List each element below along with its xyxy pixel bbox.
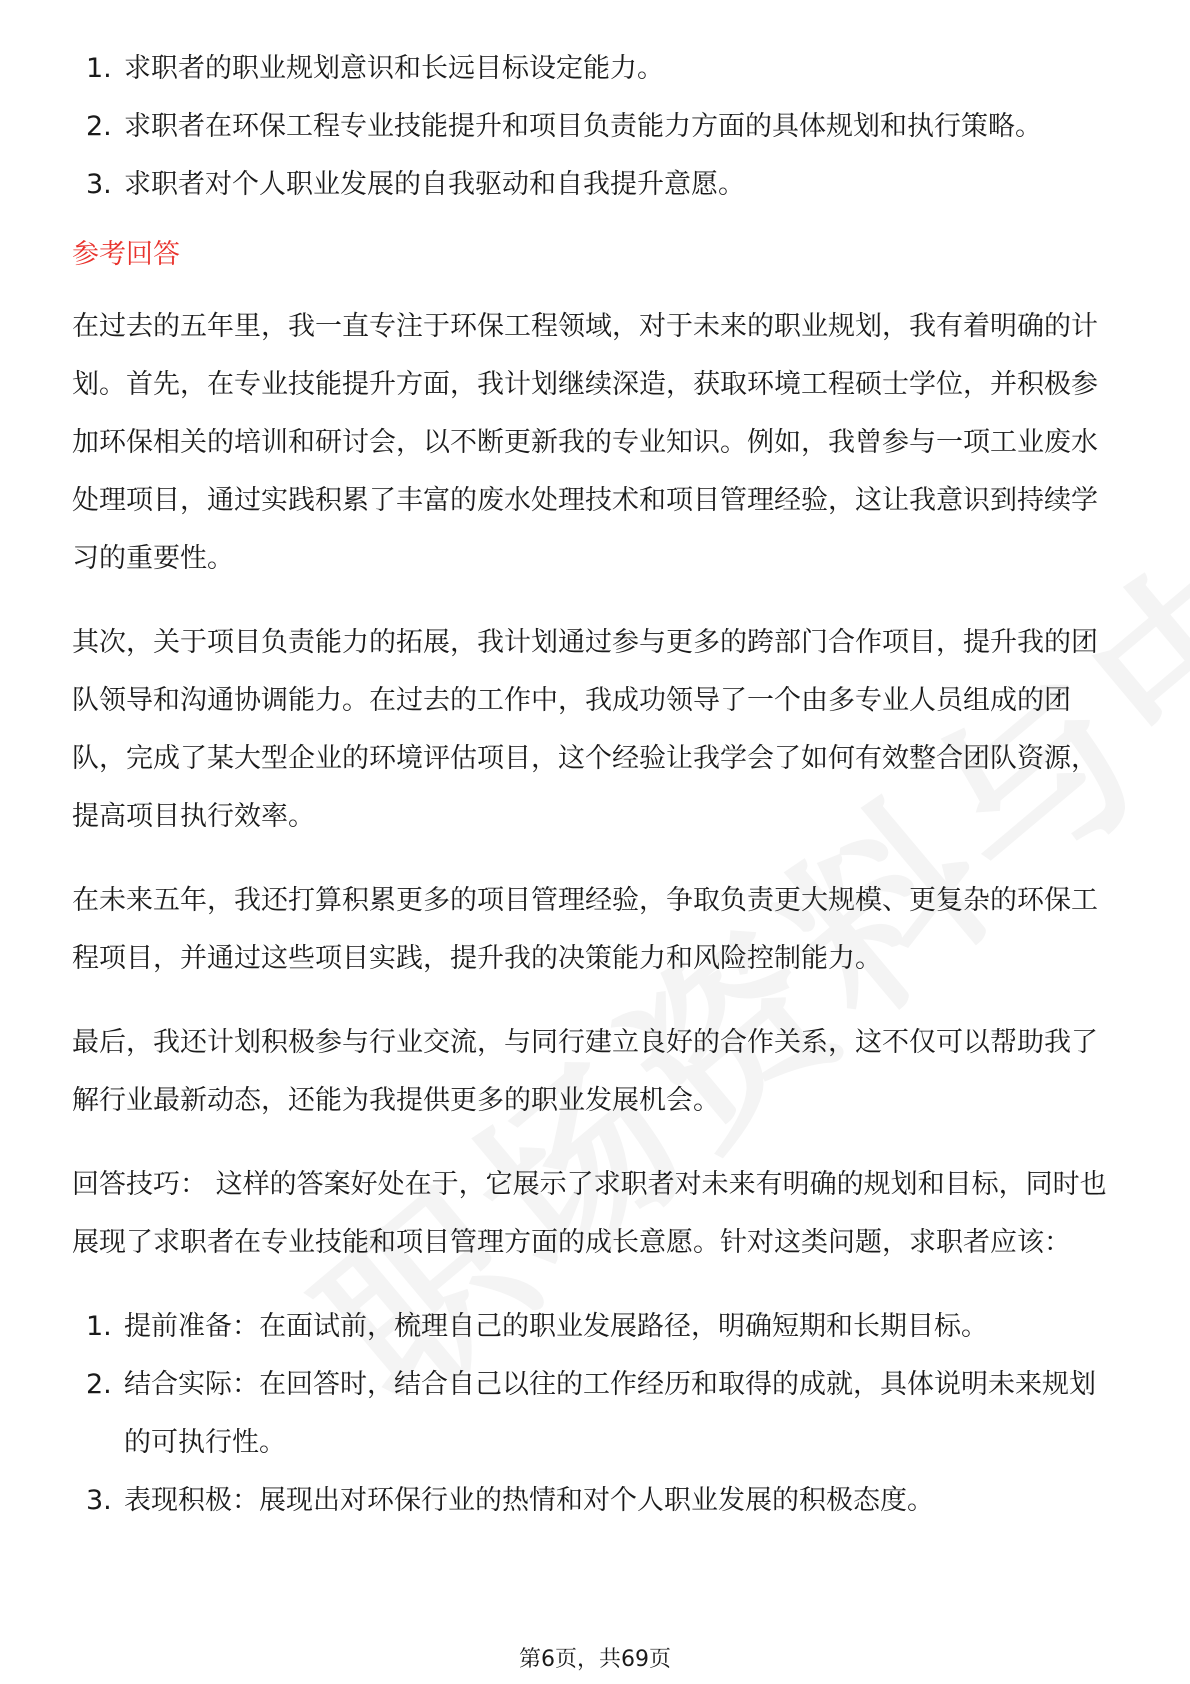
list-item-text: 结合实际：在回答时，结合自己以往的工作经历和取得的成就，具体说明未来规划的可执行性。 (124, 1369, 1096, 1458)
list-item (72, 1356, 1122, 1472)
bottom-list (72, 1298, 1122, 1530)
top-list (72, 40, 1122, 214)
answer-tips: 回答技巧： 这样的答案好处在于，它展示了求职者对未来有明确的规划和目标，同时也展现了求职者在专业技能和项目管理方面的成长意愿。针对这类问题，求职者应该： (72, 1169, 1107, 1258)
list-item-text: 表现积极：展现出对环保行业的热情和对个人职业发展的积极态度。 (124, 1485, 934, 1516)
list-item-text: 提前准备：在面试前，梳理自己的职业发展路径，明确短期和长期目标。 (124, 1311, 988, 1342)
list-item-text: 求职者的职业规划意识和长远目标设定能力。 (124, 53, 664, 84)
list-item (72, 1298, 1122, 1356)
paragraph: 其次，关于项目负责能力的拓展，我计划通过参与更多的跨部门合作项目，提升我的团队领导和沟通协调能力。在过去的工作中，我成功领导了一个由多专业人员组成的团队，完成了某大型企业的环境评估项目，这个经验让我学会了如何有效整合团队资源，提高项目执行效率。 (72, 627, 1098, 832)
paragraph: 在过去的五年里，我一直专注于环保工程领域，对于未来的职业规划，我有着明确的计划。首先，在专业技能提升方面，我计划继续深造，获取环境工程硕士学位，并积极参加环保相关的培训和研讨会，以不断更新我的专业知识。例如，我曾参与一项工业废水处理项目，通过实践积累了丰富的废水处理技术和项目管理经验，这让我意识到持续学习的重要性。 (72, 311, 1098, 574)
list-item-text: 求职者在环保工程专业技能提升和项目负责能力方面的具体规划和执行策略。 (124, 111, 1042, 142)
list-item (72, 156, 1122, 214)
list-number: 2. (86, 111, 112, 142)
document-page (72, 40, 1122, 1530)
paragraph: 最后，我还计划积极参与行业交流，与同行建立良好的合作关系，这不仅可以帮助我了解行业最新动态，还能为我提供更多的职业发展机会。 (72, 1027, 1098, 1116)
list-number: 2. (86, 1369, 112, 1400)
list-number: 1. (86, 53, 112, 84)
list-item (72, 1472, 1122, 1530)
section-heading: 参考回答 (72, 239, 180, 270)
list-item (72, 40, 1122, 98)
list-item (72, 98, 1122, 156)
paragraph: 在未来五年，我还打算积累更多的项目管理经验，争取负责更大规模、更复杂的环保工程项目，并通过这些项目实践，提升我的决策能力和风险控制能力。 (72, 885, 1098, 974)
list-item-text: 求职者对个人职业发展的自我驱动和自我提升意愿。 (124, 169, 745, 200)
page-footer: 第6页，共69页 (519, 1647, 671, 1672)
list-number: 1. (86, 1311, 112, 1342)
list-number: 3. (86, 1485, 112, 1516)
list-number: 3. (86, 169, 112, 200)
